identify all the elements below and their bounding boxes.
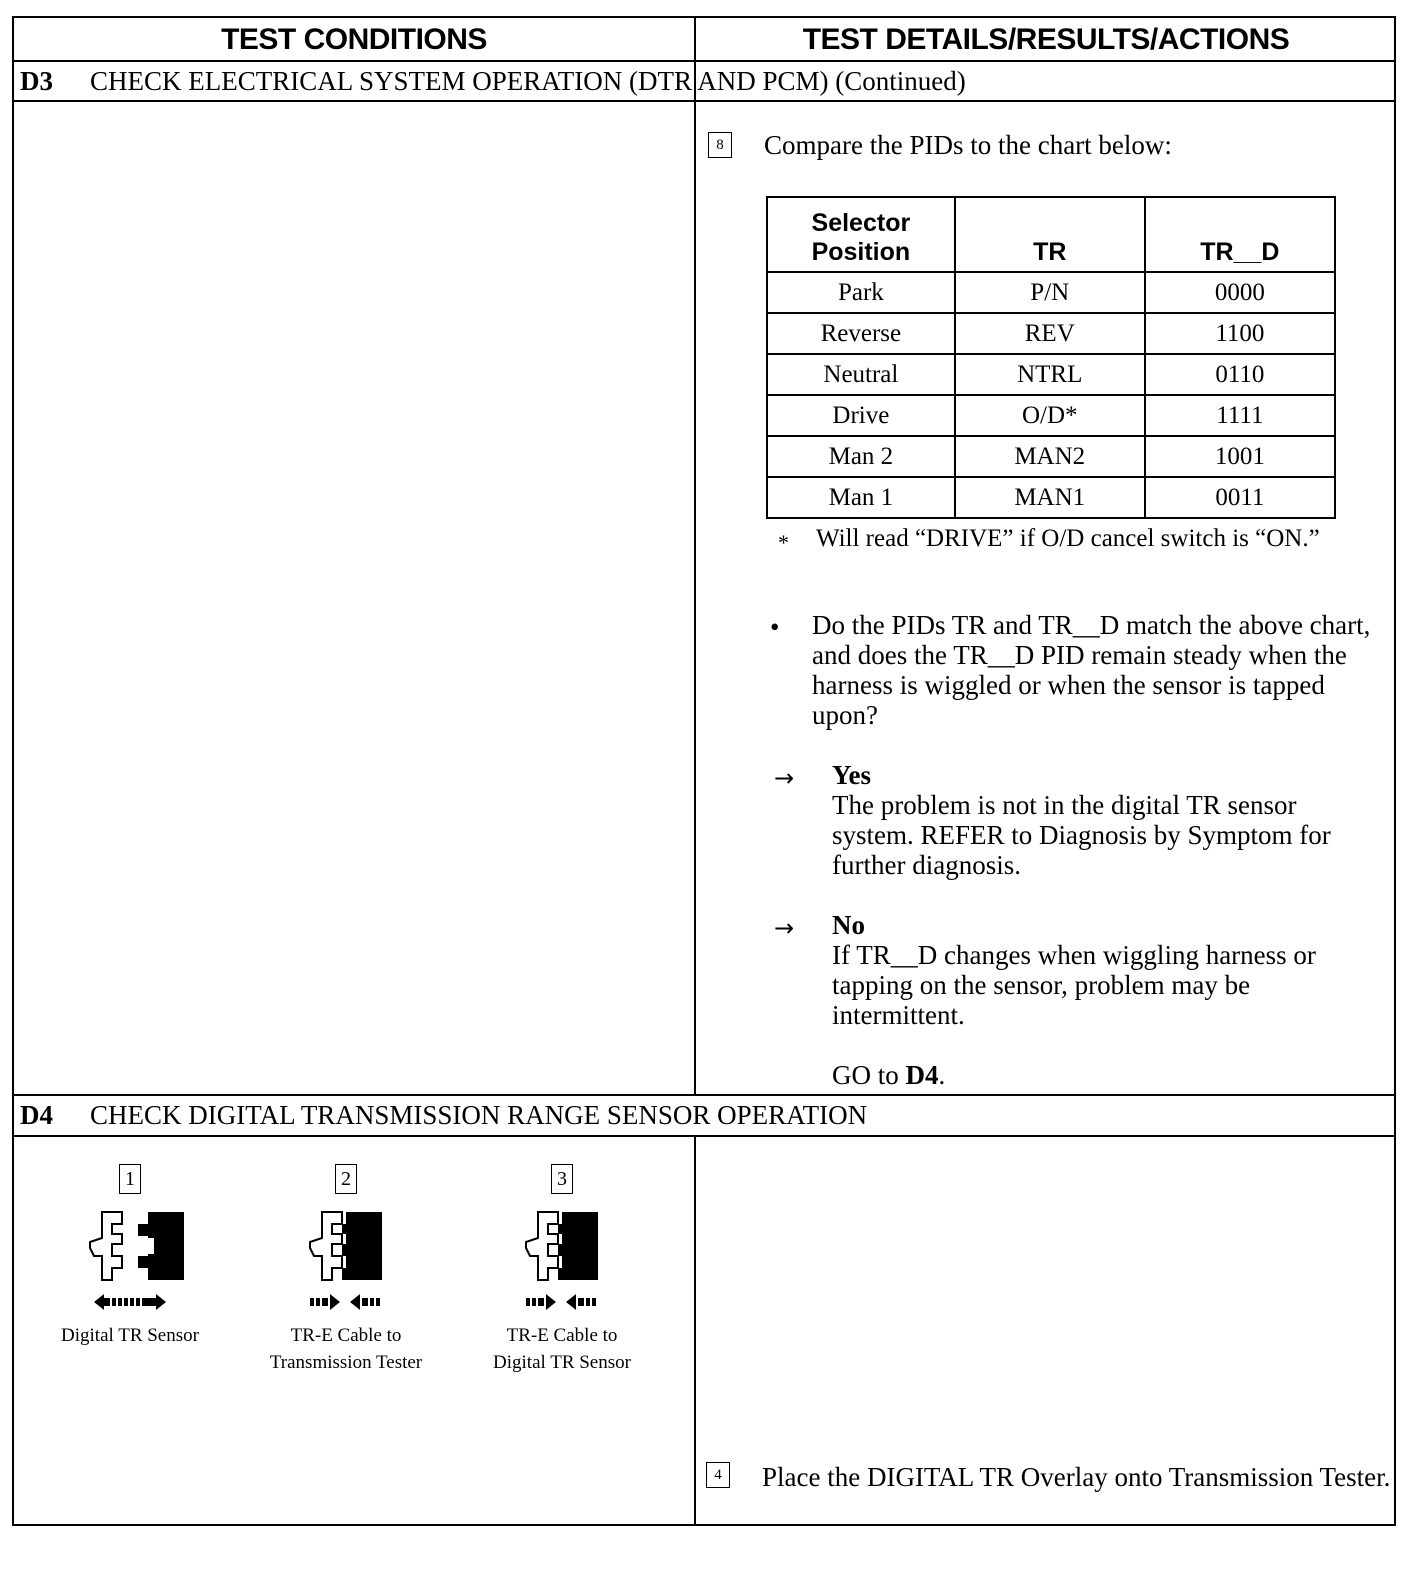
section-d4-text: CHECK DIGITAL TRANSMISSION RANGE SENSOR OPERATION — [90, 1099, 868, 1130]
arrows-apart-icon — [90, 1292, 170, 1312]
table-cell: P/N — [955, 272, 1145, 313]
table-cell: 1111 — [1145, 395, 1335, 436]
table-row — [767, 313, 1335, 354]
figure-number: 3 — [551, 1164, 573, 1194]
figure-caption: TR-E Cable to — [290, 1325, 402, 1346]
figure-caption: Digital TR Sensor — [493, 1352, 631, 1373]
column-divider — [694, 18, 696, 1094]
table-cell: Man 1 — [767, 477, 955, 518]
yes-label: Yes — [832, 760, 871, 790]
connector-connected-icon — [492, 1202, 632, 1292]
table-row — [767, 436, 1335, 477]
figure-digital-tr-sensor — [30, 1164, 230, 1349]
table-cell: Neutral — [767, 354, 955, 395]
table-cell: Drive — [767, 395, 955, 436]
goto-instruction — [832, 1060, 945, 1090]
connector-connected-icon — [276, 1202, 416, 1292]
section-d3-text: CHECK ELECTRICAL SYSTEM OPERATION (DTR AND PCM) (Continued) — [90, 65, 966, 96]
section-d3-id: D3 — [20, 65, 53, 96]
step-4-text: Place the DIGITAL TR Overlay onto Transmission Tester. — [762, 1462, 1391, 1492]
yes-text: The problem is not in the digital TR sensor system. REFER to Diagnosis by Symptom for further diagnosis. — [832, 790, 1331, 880]
table-cell: NTRL — [955, 354, 1145, 395]
section-d3-title — [20, 62, 966, 100]
table-cell: REV — [955, 313, 1145, 354]
section-d4-title — [20, 1096, 867, 1134]
table-row — [767, 477, 1335, 518]
step-8-box: 8 — [708, 132, 732, 158]
table-cell: 1001 — [1145, 436, 1335, 477]
table-row — [767, 354, 1335, 395]
arrows-together-icon — [522, 1292, 602, 1312]
connector-disconnected-icon — [60, 1202, 200, 1292]
table-cell: O/D* — [955, 395, 1145, 436]
goto-prefix: GO to — [832, 1060, 906, 1090]
arrow-right-icon: → — [774, 914, 795, 942]
footnote-mark: * — [778, 530, 789, 555]
table-cell: 0011 — [1145, 477, 1335, 518]
arrows-together-icon — [306, 1292, 386, 1312]
test-sheet — [12, 16, 1396, 1526]
goto-suffix: . — [938, 1060, 946, 1090]
bullet-icon: • — [770, 612, 780, 642]
figure-number: 1 — [119, 1164, 141, 1194]
table-cell: Man 2 — [767, 436, 955, 477]
footnote-text: Will read “DRIVE” if O/D cancel switch is “ON.” — [816, 525, 1320, 552]
table-cell: MAN2 — [955, 436, 1145, 477]
figure-caption: Transmission Tester — [269, 1352, 423, 1373]
table-row — [767, 395, 1335, 436]
figure-tr-e-cable-tester — [246, 1164, 446, 1376]
question-text: Do the PIDs TR and TR__D match the above chart, and does the TR__D PID remain steady when the harness is wiggled or when the sensor is tapped upon? — [812, 610, 1371, 730]
table-cell: Park — [767, 272, 955, 313]
column-divider — [694, 1135, 696, 1525]
table-header-cell: TR — [955, 197, 1145, 272]
header-test-details: TEST DETAILS/RESULTS/ACTIONS — [802, 23, 1290, 56]
table-cell: Reverse — [767, 313, 955, 354]
step-4-box: 4 — [706, 1462, 730, 1488]
header-test-conditions: TEST CONDITIONS — [221, 23, 487, 56]
no-label: No — [832, 910, 865, 940]
table-cell: 1100 — [1145, 313, 1335, 354]
table-cell: MAN1 — [955, 477, 1145, 518]
section-d4-id: D4 — [20, 1099, 53, 1130]
table-header-row — [767, 197, 1335, 272]
figure-number: 2 — [335, 1164, 357, 1194]
divider — [14, 100, 1394, 102]
table-cell: 0110 — [1145, 354, 1335, 395]
table-cell: 0000 — [1145, 272, 1335, 313]
table-header-cell: TR__D — [1145, 197, 1335, 272]
no-text: If TR__D changes when wiggling harness or tapping on the sensor, problem may be intermittent. — [832, 940, 1316, 1030]
step-8-text: Compare the PIDs to the chart below: — [764, 130, 1172, 160]
goto-target: D4 — [905, 1060, 939, 1090]
table-row — [767, 272, 1335, 313]
table-header-cell: Selector Position — [767, 197, 955, 272]
figure-tr-e-cable-sensor — [462, 1164, 662, 1376]
pid-chart-table — [766, 196, 1336, 519]
divider — [14, 1135, 1394, 1137]
arrow-right-icon: → — [774, 764, 795, 792]
figure-caption: TR-E Cable to — [506, 1325, 618, 1346]
figure-caption: Digital TR Sensor — [61, 1325, 199, 1346]
